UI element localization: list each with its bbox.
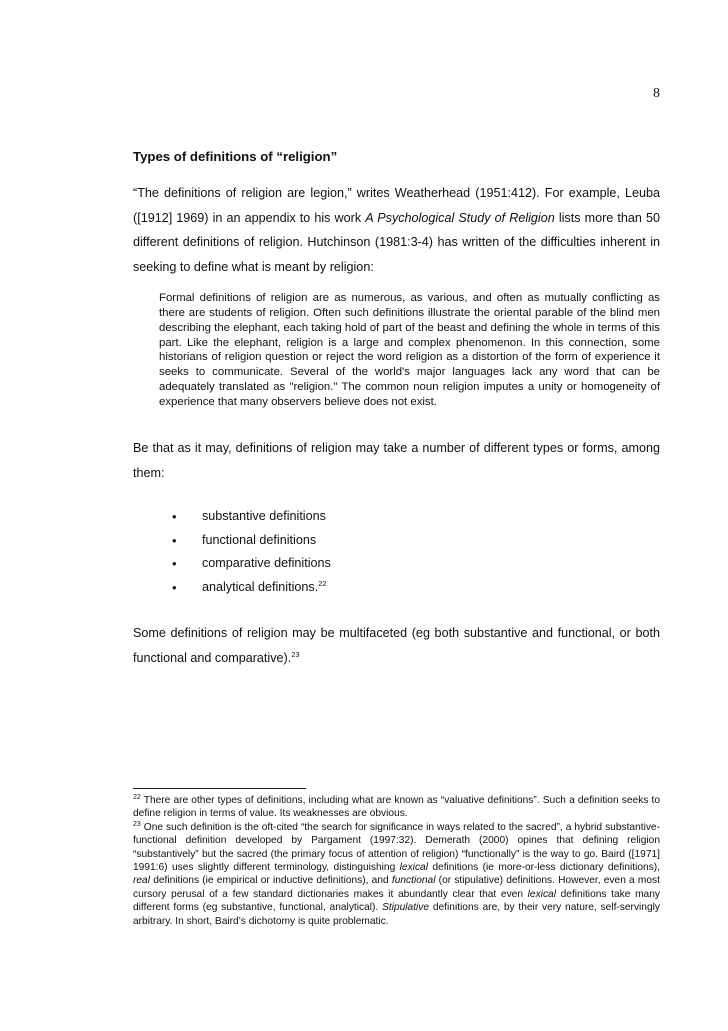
intro-text-2: lists more than 50 different definitions of religion. Hutchinson (1981:3-4) has written of the difficulties inherent in seeking to define what is meant by religion: <box>133 210 660 274</box>
footnote-22: $^{22}$ There are other types of definitions, including what are known as “valuative definitions”. Such a definition seeks to define religion in terms of value. Its weaknesses are obvious. <box>133 794 660 820</box>
list-item-label: functional definitions <box>202 532 317 547</box>
footnote-mark: 23 <box>133 820 141 828</box>
footnote-divider <box>133 788 306 789</box>
bullet-icon: • <box>172 556 177 571</box>
block-quote: Formal definitions of religion are as numerous, as various, and often as mutually conflicting as there are students of religion. Often such definitions illustrate the oriental parable of the blind men describing the elephant, each taking hold of part of the beast and defining the whole in terms of this part. Like the elephant, religion is a large and complex phenomenon. In this connection, some historians of religion question or reject the word religion as a distortion of the form of experience it seeks to communicate. Several of the world's major languages lack any word that can be adequately translated as "religion." The common noun religion imputes a unity or homogeneity of experience that many observers believe does not exist. <box>159 292 660 408</box>
section-heading: Types of definitions of “religion” <box>133 149 338 164</box>
footnote-ref-22[interactable]: 22 <box>318 578 327 588</box>
footnote-mark: 22 <box>133 794 141 801</box>
list-item-label: comparative definitions <box>202 556 331 570</box>
list-item-label: substantive definitions <box>202 509 326 523</box>
list-item <box>133 552 660 576</box>
book-title: A Psychological Study of Religion <box>365 210 555 225</box>
list-item-label: analytical definitions.$^{22}$ <box>202 578 327 594</box>
list-item <box>133 576 660 600</box>
bullet-icon: • <box>172 532 177 548</box>
definition-types-list <box>133 505 660 599</box>
footnote-23: $^{23}$ One such definition is the oft-cited “the search for significance in ways related to the sacred”, a hybrid substantive-functional definition developed by Pargament (1997:32). Demerath (2000) opines that defining religion “substantively” but the sacred (the primary focus of attention of religion) “functionally” is the way to go. Baird ([1971] 1991:6) uses slightly different terminology, distinguishing lexical definitions (ie more-or-less dictionary definitions), real definitions (ie empirical or inductive definitions), and functional (or stipulative) definitions. However, even a most cursory perusal of a few standard dictionaries makes it abundantly clear that even lexical definitions take many different forms (eg substantive, functional, analytical). Stipulative definitions are, by their very nature, self-servingly arbitrary. In short, Baird’s dichotomy is quite problematic. <box>133 820 660 927</box>
multifaceted-paragraph: Some definitions of religion may be multifaceted (eg both substantive and functional, or both functional and comparative).$^{23}$ <box>133 626 660 665</box>
types-paragraph: Be that as it may, definitions of religion may take a number of different types or forms, among them: <box>133 441 660 480</box>
intro-text-1: “The definitions of religion are legion,” writes Weatherhead (1951:412). For example, Leuba ([1912] 1969) in an appendix to his work <box>133 186 660 225</box>
list-item <box>133 529 660 553</box>
footnotes <box>133 794 660 928</box>
page-number: 8 <box>653 86 660 101</box>
intro-paragraph <box>133 181 660 279</box>
list-item <box>133 505 660 529</box>
bullet-icon: • <box>172 579 177 595</box>
bullet-icon: • <box>172 509 177 524</box>
footnote-ref-23[interactable]: 23 <box>291 649 300 659</box>
